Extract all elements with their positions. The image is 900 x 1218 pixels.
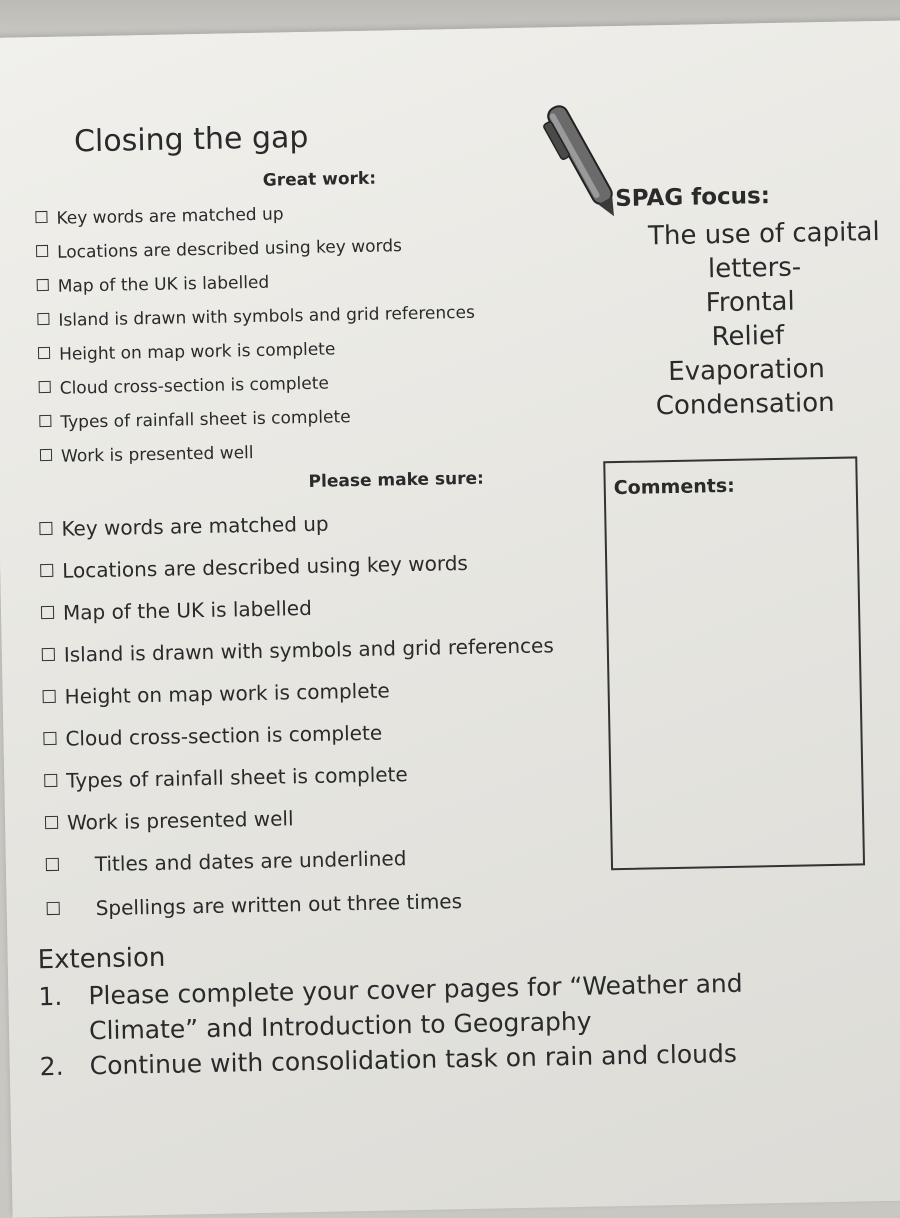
great-work-item: Cloud cross-section is complete <box>39 374 330 400</box>
great-work-item: Height on map work is complete <box>38 339 336 365</box>
make-sure-item: Titles and dates are underlined <box>46 846 407 877</box>
comments-label: Comments: <box>613 474 735 500</box>
great-work-item: Map of the UK is labelled <box>37 273 270 297</box>
checkbox-icon[interactable] <box>39 522 52 535</box>
extension-item-2: 2. Continue with consolidation task on rain and clouds <box>39 1038 738 1082</box>
checkbox-icon[interactable] <box>43 732 56 745</box>
make-sure-item: Height on map work is complete <box>42 678 389 709</box>
checkbox-icon[interactable] <box>39 381 51 393</box>
checkbox-icon[interactable] <box>45 816 58 829</box>
make-sure-item: Map of the UK is labelled <box>41 596 312 625</box>
checkbox-icon[interactable] <box>38 347 50 359</box>
checkbox-icon[interactable] <box>47 902 60 915</box>
great-work-item: Types of rainfall sheet is complete <box>39 407 351 433</box>
spag-line: Condensation <box>655 387 835 422</box>
checkbox-icon[interactable] <box>35 211 47 223</box>
comments-box[interactable] <box>603 456 865 870</box>
make-sure-item: Work is presented well <box>45 806 294 835</box>
great-work-item: Work is presented well <box>40 443 254 467</box>
checkbox-icon[interactable] <box>43 690 56 703</box>
checkbox-icon[interactable] <box>44 774 57 787</box>
great-work-item: Island is drawn with symbols and grid references <box>37 303 475 331</box>
checkbox-icon[interactable] <box>40 564 53 577</box>
checkbox-icon[interactable] <box>46 858 59 871</box>
spag-focus-title: SPAG focus: <box>614 183 771 213</box>
extension-item-1: 1. Please complete your cover pages for “Weather and <box>38 968 743 1012</box>
spag-line: letters- <box>707 252 802 285</box>
make-sure-item: Cloud cross-section is complete <box>43 721 382 751</box>
spag-line: The use of capital <box>647 216 880 252</box>
great-work-item: Locations are described using key words <box>36 236 402 263</box>
spag-line: Frontal <box>705 286 795 319</box>
great-work-heading: Great work: <box>262 168 377 191</box>
spag-line: Relief <box>711 320 785 353</box>
checkbox-icon[interactable] <box>37 313 49 325</box>
make-sure-item: Types of rainfall sheet is complete <box>44 762 408 793</box>
make-sure-item: Spellings are written out three times <box>47 889 463 921</box>
page-title: Closing the gap <box>73 119 309 160</box>
make-sure-item: Locations are described using key words <box>40 551 468 583</box>
make-sure-item: Key words are matched up <box>39 512 329 542</box>
great-work-item: Key words are matched up <box>35 204 283 229</box>
make-sure-item: Island is drawn with symbols and grid references <box>42 633 554 667</box>
checkbox-icon[interactable] <box>41 606 54 619</box>
checkbox-icon[interactable] <box>39 415 51 427</box>
make-sure-heading: Please make sure: <box>308 468 485 492</box>
worksheet-page <box>0 20 900 1218</box>
extension-item-1-cont: Climate” and Introduction to Geography <box>88 1006 592 1046</box>
extension-heading: Extension <box>37 942 166 976</box>
checkbox-icon[interactable] <box>42 648 55 661</box>
checkbox-icon[interactable] <box>37 279 49 291</box>
spag-line: Evaporation <box>667 354 826 388</box>
checkbox-icon[interactable] <box>36 245 48 257</box>
checkbox-icon[interactable] <box>40 449 52 461</box>
